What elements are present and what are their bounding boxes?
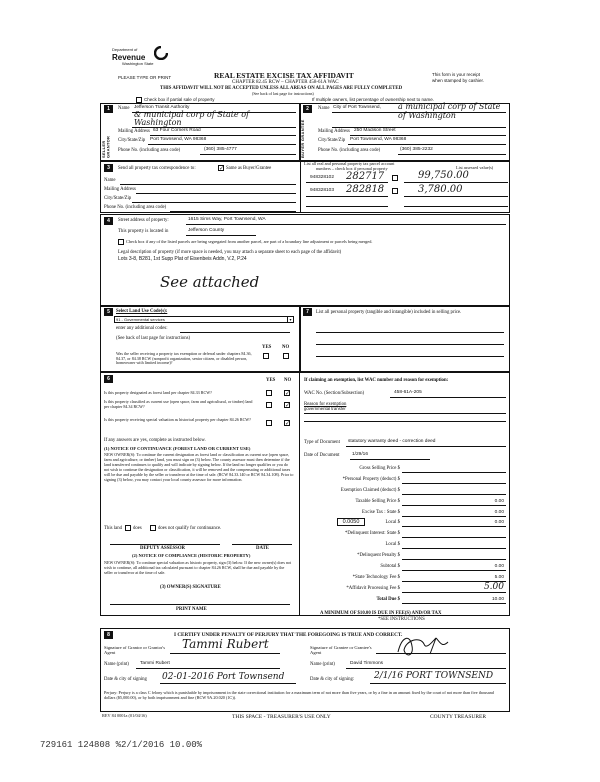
seller-city[interactable]: Port Townsend, WA 98368 <box>150 137 207 142</box>
does-not-label: does not qualify for continuance. <box>158 526 222 531</box>
warning-line: THIS AFFIDAVIT WILL NOT BE ACCEPTED UNLESS ALL AREAS ON ALL PAGES ARE FULLY COMPLETED <box>160 86 403 91</box>
total-label: Total Due $ <box>376 597 400 602</box>
notice2-title: (2) NOTICE OF COMPLIANCE (HISTORIC PROPERTY) <box>132 553 251 558</box>
page-title: REAL ESTATE EXCISE TAX AFFIDAVIT <box>214 71 354 80</box>
s6-q3: Is this property receiving special valuation as historical property per chapter 84.26 RCW? <box>104 417 251 422</box>
county-treasurer: COUNTY TREASURER <box>430 714 487 720</box>
parcel-header-2: numbers – check box if personal property <box>316 166 388 171</box>
parcel-1-personal-checkbox[interactable] <box>392 175 398 181</box>
seller-mailing[interactable]: 63 Four Corners Road <box>153 128 201 133</box>
doc-type-label: Type of Document <box>304 440 340 445</box>
section-4-number: 4 <box>104 217 113 225</box>
s5-yes-header: YES <box>262 345 272 350</box>
exemption-header: If claiming an exemption, list WAC number and reason for exemption: <box>304 378 449 383</box>
s3-name-label: Name <box>104 178 116 183</box>
personal-property-label: List all personal property (tangible and intangible) included in selling price. <box>316 310 462 315</box>
section-7 <box>300 306 510 372</box>
grantee-sig-label: Signature of Grantee or Grantee's Agent <box>310 645 372 656</box>
section-7-number: 7 <box>303 308 312 316</box>
seller-side-label: SELLER GRANTOR <box>101 135 111 158</box>
buyer-phone[interactable]: (360) 385-2232 <box>400 147 433 152</box>
local-value: 0.00 <box>494 520 504 525</box>
grantor-name-label: Name (print) <box>104 662 129 667</box>
s5-see-back: (See back of last page for instructions) <box>116 336 191 341</box>
s5-no-header: NO <box>282 345 290 350</box>
value-2-handwritten[interactable]: 3,780.00 <box>418 184 463 195</box>
dept-line1: Department of <box>112 47 138 52</box>
chevron-down-icon[interactable]: ▾ <box>287 317 293 323</box>
same-as-buyer-label: Same as Buyer/Grantee <box>226 166 272 171</box>
buyer-phone-label: Phone No. (including area code) <box>318 148 381 153</box>
minimum-note: A MINIMUM OF $10.00 IS DUE IN FEE(S) AND/OR TAX <box>320 611 442 616</box>
seller-name-typed[interactable]: Jefferson Transit Authority <box>134 105 190 110</box>
treasurer-stamp: 729161 124808 %2/1/2016 10.00% <box>40 740 203 750</box>
send-all-label: Send all property tax correspondence to: <box>118 166 196 171</box>
s6-no-header: NO <box>284 378 292 383</box>
enter-additional-label: enter any additional codes: <box>116 326 168 331</box>
s6-q2-no[interactable]: ✓ <box>285 402 291 409</box>
s6-q2: Is this property classified as current use (open space, farm and agricultural, or timber) land per chapter 84.34 RCW? <box>104 399 253 409</box>
receipt-note1: This form is your receipt <box>432 72 481 77</box>
s6-q1-yes[interactable] <box>266 390 272 396</box>
s3-mailing-label: Mailing Address <box>104 187 136 192</box>
seller-phone-label: Phone No. (including area code) <box>118 148 181 153</box>
value-1-handwritten[interactable]: 99,750.00 <box>418 170 469 181</box>
located-label: This property is located in <box>118 229 169 234</box>
total-value: 10.00 <box>491 597 504 602</box>
delinq-state-label: *Delinquent Interest: State $ <box>344 531 400 536</box>
receipt-note2: when stamped by cashier. <box>432 78 485 83</box>
buyer-city-label: City/State/Zip <box>318 138 346 143</box>
notice1-title: (1) NOTICE OF CONTINUANCE (FOREST LAND OR CURRENT USE) <box>104 446 251 451</box>
multiple-owners-note: If multiple owners, list percentage of ownership next to name. <box>312 97 435 102</box>
doc-date-label: Date of Document <box>304 453 340 458</box>
buyer-name-typed[interactable]: City of Port Townsend, <box>333 105 381 110</box>
seller-city-label: City/State/Zip <box>118 138 146 143</box>
notice1-body: NEW OWNER(S): To continue the current designation as forest land or classification as current use (open space, farm and agriculture, or timber) land, you must sign on (3) below. The county assessor must then determine if the land transferred continues to qualify and will indicate by signing below. If the land no longer qualifies or you do not wish to continue the designation or classification, it will be removed and the compensating or additional taxes will be due and payable by the seller or transferor at the time of sale. (RCW 84.33.140 or RCW 84.34.108). Prior to signing (3) below, you may contact your local county assessor for more information. <box>104 452 294 482</box>
buyer-name-handwritten[interactable]: a municipal corp of State of Washington <box>398 102 501 120</box>
seller-mailing-label: Mailing Address <box>118 129 150 134</box>
owner-signature-label: (3) OWNER(S) SIGNATURE <box>160 585 221 590</box>
section-6-number: 6 <box>104 375 113 383</box>
subtotal-value: 0.00 <box>494 564 504 569</box>
parcel-2-handwritten[interactable]: 282818 <box>346 184 385 195</box>
taxable-label: Taxable Selling Price $ <box>355 499 400 504</box>
excise-state-value: 0.00 <box>494 510 504 515</box>
legal-label: Legal description of property (if more space is needed, you may attach a separate sheet to each page of the affidavit) <box>118 250 342 255</box>
buyer-name-label: Name <box>318 106 330 111</box>
does-not-checkbox[interactable] <box>150 525 156 531</box>
parcel-2-personal-checkbox[interactable] <box>392 188 398 194</box>
street-label: Street address of property: <box>118 218 169 223</box>
section-2-number: 2 <box>303 105 312 113</box>
local-label: Local $ <box>385 520 400 525</box>
grantee-date-city[interactable]: 2/1/16 PORT TOWNSEND <box>374 671 494 681</box>
s3-city-label: City/State/Zip <box>104 196 132 201</box>
s6-q3-no[interactable]: ✓ <box>285 420 291 427</box>
reason-label: Reason for exemption <box>304 402 347 407</box>
parcel-1-handwritten[interactable]: 282717 <box>346 171 385 182</box>
parcel-2[interactable]: 948328103 <box>310 188 335 193</box>
dept-line2: Revenue <box>112 53 146 62</box>
dept-line3: Washington State <box>122 61 154 66</box>
assessed-header: List assessed value(s) <box>456 165 494 170</box>
legal-description[interactable]: Lots 3-8, B281, 1st Supp Plat of Eisenbeis Addn, V.2, P.24 <box>118 256 247 262</box>
s5-no-checkbox[interactable] <box>283 353 289 359</box>
street-address[interactable]: 1615 Sims Way, Port Townsend, WA <box>188 217 266 222</box>
rev-number: REV 84 0001a (01/04/16) <box>102 713 147 718</box>
section-8-number: 8 <box>104 631 113 639</box>
s6-q1: Is this property designated as forest land per chapter 84.33 RCW? <box>104 390 212 395</box>
buyer-city[interactable]: Port Townsend, WA 98368 <box>350 137 407 142</box>
deputy-assessor-label: DEPUTY ASSESSOR <box>140 546 186 551</box>
does-label: does <box>133 526 142 531</box>
personal-label: *Personal Property (deduct) $ <box>342 477 400 482</box>
delinq-penalty-label: *Delinquent Penalty $ <box>357 553 400 558</box>
see-attached-handwritten: See attached <box>160 273 260 291</box>
partial-sale-label: Check box if partial sale of property <box>144 97 215 102</box>
parcel-header-1: List all real and personal property tax parcel account <box>304 161 395 166</box>
s6-yes-header: YES <box>266 378 276 383</box>
buyer-mailing[interactable]: 250 Madison Street <box>354 128 396 133</box>
land-use-selected: 91 - Governmental services <box>116 317 165 322</box>
grantee-name-label: Name (print) <box>310 662 335 667</box>
grantee-date-label: Date & city of signing: <box>310 677 355 682</box>
grantee-name[interactable]: David Timmons <box>350 661 384 666</box>
excise-state-label: Excise Tax : State $ <box>362 510 400 515</box>
exemption-label: Exemption Claimed (deduct) $ <box>340 488 400 493</box>
s5-yes-checkbox[interactable] <box>263 353 269 359</box>
s6-q1-no[interactable]: ✓ <box>285 390 291 397</box>
notice2-body: NEW OWNER(S): To continue special valuation as historic property, sign (3) below. If the new owner(s) does not wish to continue, all additional tax calculated pursuant to chapter 84.26 RCW, shall be due and payable by the seller or transferor at the time of sale. <box>104 560 292 575</box>
s6-q2-yes[interactable] <box>266 402 272 408</box>
s5-question: Was the seller receiving a property tax exemption or deferral under chapters 84.36, 84.37, or 84.38 RCW (nonprofit organization, senior citizen, or disabled person, homeowner with limited income)? <box>116 351 252 366</box>
segregated-label: Check box if any of the listed parcels are being segregated from another parcel, are part of a boundary line adjustment or parcels being merged. <box>126 239 373 244</box>
tech-fee-value: 5.00 <box>494 575 504 580</box>
chapter-line: CHAPTER 82.45 RCW – CHAPTER 458-61A WAC <box>232 80 339 85</box>
buyer-mailing-label: Mailing Address <box>318 129 350 134</box>
grantor-date-label: Date & city of signing <box>104 677 147 682</box>
see-back-header: (See back of last page for instructions) <box>252 91 314 96</box>
buyer-side-label: BUYER GRANTEE <box>300 119 305 158</box>
subtotal-label: Subtotal $ <box>380 564 400 569</box>
perjury-statement: Perjury: Perjury is a class C felony which is punishable by imprisonment in the state correctional institution for a maximum term of not more than five years, or by a fine in an amount fixed by the court of not more than five thousand dollars ($5,000.00), or by both imprisonment and fine (RCW 9A.20.020 (1C)). <box>104 690 494 700</box>
segregated-checkbox[interactable] <box>118 239 124 245</box>
does-checkbox[interactable] <box>125 525 131 531</box>
doc-date[interactable]: 1/29/16 <box>352 452 369 457</box>
reason[interactable]: governmental transfer <box>304 406 346 411</box>
grantee-signature[interactable] <box>392 632 452 660</box>
date-label: DATE <box>256 546 269 551</box>
affidavit-fee-label: *Affidavit Processing Fee $ <box>346 586 400 591</box>
grantor-date-city[interactable]: 02-01-2016 Port Townsend <box>162 672 285 682</box>
see-instructions: *SEE INSTRUCTIONS <box>378 617 425 622</box>
taxable-value: 0.00 <box>494 499 504 504</box>
parcel-1[interactable]: 948328102 <box>310 175 335 180</box>
local-rate: 0.0050 <box>342 519 360 525</box>
revenue-logo-icon <box>154 46 168 60</box>
s6-any-answers: If any answers are yes, complete as instructed below. <box>104 438 206 443</box>
doc-type[interactable]: statutory warranty deed - correction deed <box>348 439 436 444</box>
section-1-number: 1 <box>104 105 113 113</box>
please-type: PLEASE TYPE OR PRINT <box>118 75 172 80</box>
gross-label: Gross Selling Price $ <box>359 466 400 471</box>
seller-name-handwritten[interactable]: & municipal corp of State of Washington <box>134 110 249 127</box>
grantor-signature[interactable]: Tammi Rubert <box>182 637 269 651</box>
seller-phone[interactable]: (360) 385-4777 <box>204 147 237 152</box>
revenue-logo <box>112 46 172 72</box>
section-6-7-right-border <box>300 372 510 616</box>
section-5-number: 5 <box>104 308 113 316</box>
grantee-signature-scribble-icon <box>392 632 452 660</box>
wac-number[interactable]: 458-61A-205 <box>394 390 422 395</box>
land-use-label: Select Land Use Code(s): <box>116 309 168 314</box>
print-name-label: PRINT NAME <box>176 607 207 612</box>
affidavit-fee-value[interactable]: 5.00 <box>483 582 504 592</box>
grantor-name[interactable]: Tammi Rubert <box>140 661 170 666</box>
land-use-select[interactable] <box>114 316 294 323</box>
same-as-buyer-checkbox[interactable]: ✓ <box>219 165 225 172</box>
delinq-local-label: Local $ <box>385 542 400 547</box>
grantor-sig-label: Signature of Grantor or Grantor's Agent <box>104 645 166 656</box>
wac-label: WAC No. (Section/Subsection) <box>304 391 365 396</box>
county[interactable]: Jefferson County <box>188 228 225 233</box>
certify-statement: I CERTIFY UNDER PENALTY OF PERJURY THAT THE FOREGOING IS TRUE AND CORRECT. <box>174 632 403 638</box>
s6-q3-yes[interactable] <box>266 420 272 426</box>
seller-name-label: Name <box>118 106 130 111</box>
tech-fee-label: *State Technology Fee $ <box>352 575 400 580</box>
s3-phone-label: Phone No. (including area code) <box>104 205 167 210</box>
section-3-number: 3 <box>104 164 113 172</box>
treasurer-use-only: THIS SPACE - TREASURER'S USE ONLY <box>232 714 331 720</box>
this-land-label: This land <box>104 526 122 531</box>
